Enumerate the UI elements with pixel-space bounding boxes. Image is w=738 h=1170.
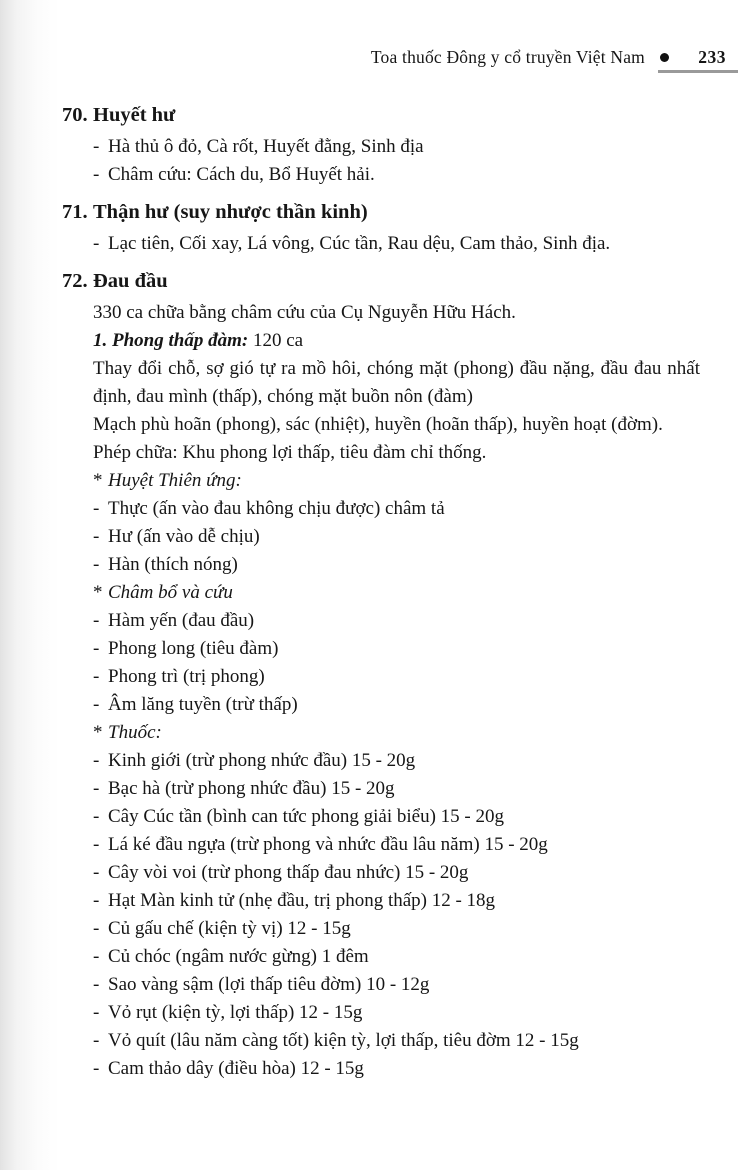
- subsection-caseload: 120 ca: [252, 330, 304, 351]
- dash-marker: -: [93, 946, 100, 967]
- header-ornament: [658, 44, 738, 73]
- item-text: Lạc tiên, Cối xay, Lá vông, Cúc tần, Rau dệu, Cam thảo, Sinh địa.: [108, 233, 611, 254]
- asterisk-marker: *: [93, 582, 103, 603]
- item-text: Cam thảo dây (điều hòa) 12 - 15g: [108, 1058, 364, 1079]
- dash-marker: -: [93, 806, 100, 827]
- item-text: Hà thủ ô đỏ, Cà rốt, Huyết đằng, Sinh địa: [108, 136, 424, 157]
- section-heading: [62, 267, 700, 296]
- bullet-icon: [660, 53, 669, 62]
- section-heading: [62, 101, 700, 130]
- item-text: Hạt Màn kinh tử (nhẹ đầu, trị phong thấp) 12 - 18g: [108, 890, 496, 911]
- dash-marker: -: [93, 638, 100, 659]
- list-item: [93, 775, 700, 803]
- dash-marker: -: [93, 694, 100, 715]
- page-content: [62, 92, 700, 1083]
- dash-marker: -: [93, 918, 100, 939]
- page-number: 233: [698, 46, 726, 67]
- list-item: [93, 133, 700, 161]
- list-item: [93, 635, 700, 663]
- list-item: [93, 1027, 700, 1055]
- list-item: [93, 691, 700, 719]
- item-text: Vỏ quít (lâu năm càng tốt) kiện tỳ, lợi thấp, tiêu đờm 12 - 15g: [108, 1030, 579, 1051]
- section-title: Đau đầu: [93, 270, 168, 292]
- dash-marker: -: [93, 498, 100, 519]
- item-text: Vỏ rụt (kiện tỳ, lợi thấp) 12 - 15g: [108, 1002, 363, 1023]
- dash-marker: -: [93, 974, 100, 995]
- section-number: 70.: [62, 104, 88, 126]
- list-item: [93, 523, 700, 551]
- dash-marker: -: [93, 1058, 100, 1079]
- list-item: [93, 230, 700, 258]
- asterisk-marker: *: [93, 470, 103, 491]
- list-item: [93, 607, 700, 635]
- item-text: Lá ké đầu ngựa (trừ phong và nhức đầu lâu năm) 15 - 20g: [108, 834, 548, 855]
- dash-marker: -: [93, 554, 100, 575]
- item-text: Thực (ấn vào đau không chịu được) châm tả: [108, 498, 445, 519]
- item-text: Bạc hà (trừ phong nhức đầu) 15 - 20g: [108, 778, 395, 799]
- item-text: Âm lăng tuyền (trừ thấp): [108, 694, 298, 715]
- dash-marker: -: [93, 526, 100, 547]
- list-item: [93, 747, 700, 775]
- dash-marker: -: [93, 1030, 100, 1051]
- subsection-title: 1. Phong thấp đàm:: [93, 330, 249, 351]
- star-subheading: [93, 579, 700, 607]
- list-item: [93, 887, 700, 915]
- list-item: [93, 915, 700, 943]
- item-text: Hàn (thích nóng): [108, 554, 238, 575]
- dash-marker: -: [93, 136, 100, 157]
- list-item: [93, 999, 700, 1027]
- subheading-text: Huyệt Thiên ứng:: [108, 470, 242, 491]
- dash-marker: -: [93, 834, 100, 855]
- section-title: Thận hư (suy nhược thần kinh): [93, 201, 368, 223]
- item-text: Châm cứu: Cách du, Bổ Huyết hải.: [108, 164, 375, 185]
- dash-marker: -: [93, 862, 100, 883]
- list-item: [93, 803, 700, 831]
- list-item: [93, 943, 700, 971]
- item-text: Hàm yến (đau đầu): [108, 610, 255, 631]
- paragraph: Phép chữa: Khu phong lợi thấp, tiêu đàm chỉ thống.: [93, 442, 487, 463]
- item-text: Kinh giới (trừ phong nhức đầu) 15 - 20g: [108, 750, 416, 771]
- paragraph: Thay đổi chỗ, sợ gió tự ra mồ hôi, chóng mặt (phong) đầu nặng, đầu đau nhất định, đau mình (thấp), chóng mặt buồn nôn (đàm): [93, 358, 700, 407]
- page-header: [0, 44, 738, 73]
- list-item: [93, 551, 700, 579]
- section-number: 72.: [62, 270, 88, 292]
- item-text: Củ gấu chế (kiện tỳ vị) 12 - 15g: [108, 918, 351, 939]
- list-item: [93, 859, 700, 887]
- dash-marker: -: [93, 164, 100, 185]
- item-text: Hư (ấn vào dễ chịu): [108, 526, 260, 547]
- paragraph: Mạch phù hoãn (phong), sác (nhiệt), huyền (hoãn thấp), huyền hoạt (đờm).: [93, 414, 663, 435]
- asterisk-marker: *: [93, 722, 103, 743]
- list-item: [93, 161, 700, 189]
- dash-marker: -: [93, 1002, 100, 1023]
- list-item: [93, 1055, 700, 1083]
- list-item: [93, 831, 700, 859]
- item-text: Phong long (tiêu đàm): [108, 638, 279, 659]
- list-item: [93, 663, 700, 691]
- dash-marker: -: [93, 750, 100, 771]
- running-title: Toa thuốc Đông y cổ truyền Việt Nam: [370, 47, 645, 67]
- dash-marker: -: [93, 666, 100, 687]
- dash-marker: -: [93, 890, 100, 911]
- subsection-heading: [93, 327, 700, 355]
- dash-marker: -: [93, 233, 100, 254]
- subheading-text: Thuốc:: [108, 722, 162, 743]
- subheading-text: Châm bổ và cứu: [108, 582, 233, 603]
- section-title: Huyết hư: [93, 104, 176, 126]
- dash-marker: -: [93, 610, 100, 631]
- section-heading: [62, 198, 700, 227]
- item-text: Phong trì (trị phong): [108, 666, 265, 687]
- dash-marker: -: [93, 778, 100, 799]
- item-text: Cây Cúc tần (bình can tức phong giải biểu) 15 - 20g: [108, 806, 505, 827]
- paragraph: 330 ca chữa bằng châm cứu của Cụ Nguyễn Hữu Hách.: [93, 302, 516, 323]
- item-text: Củ chóc (ngâm nước gừng) 1 đêm: [108, 946, 369, 967]
- star-subheading: [93, 467, 700, 495]
- item-text: Sao vàng sậm (lợi thấp tiêu đờm) 10 - 12g: [108, 974, 430, 995]
- item-text: Cây vòi voi (trừ phong thấp đau nhức) 15 - 20g: [108, 862, 469, 883]
- list-item: [93, 495, 700, 523]
- section-number: 71.: [62, 201, 88, 223]
- list-item: [93, 971, 700, 999]
- star-subheading: [93, 719, 700, 747]
